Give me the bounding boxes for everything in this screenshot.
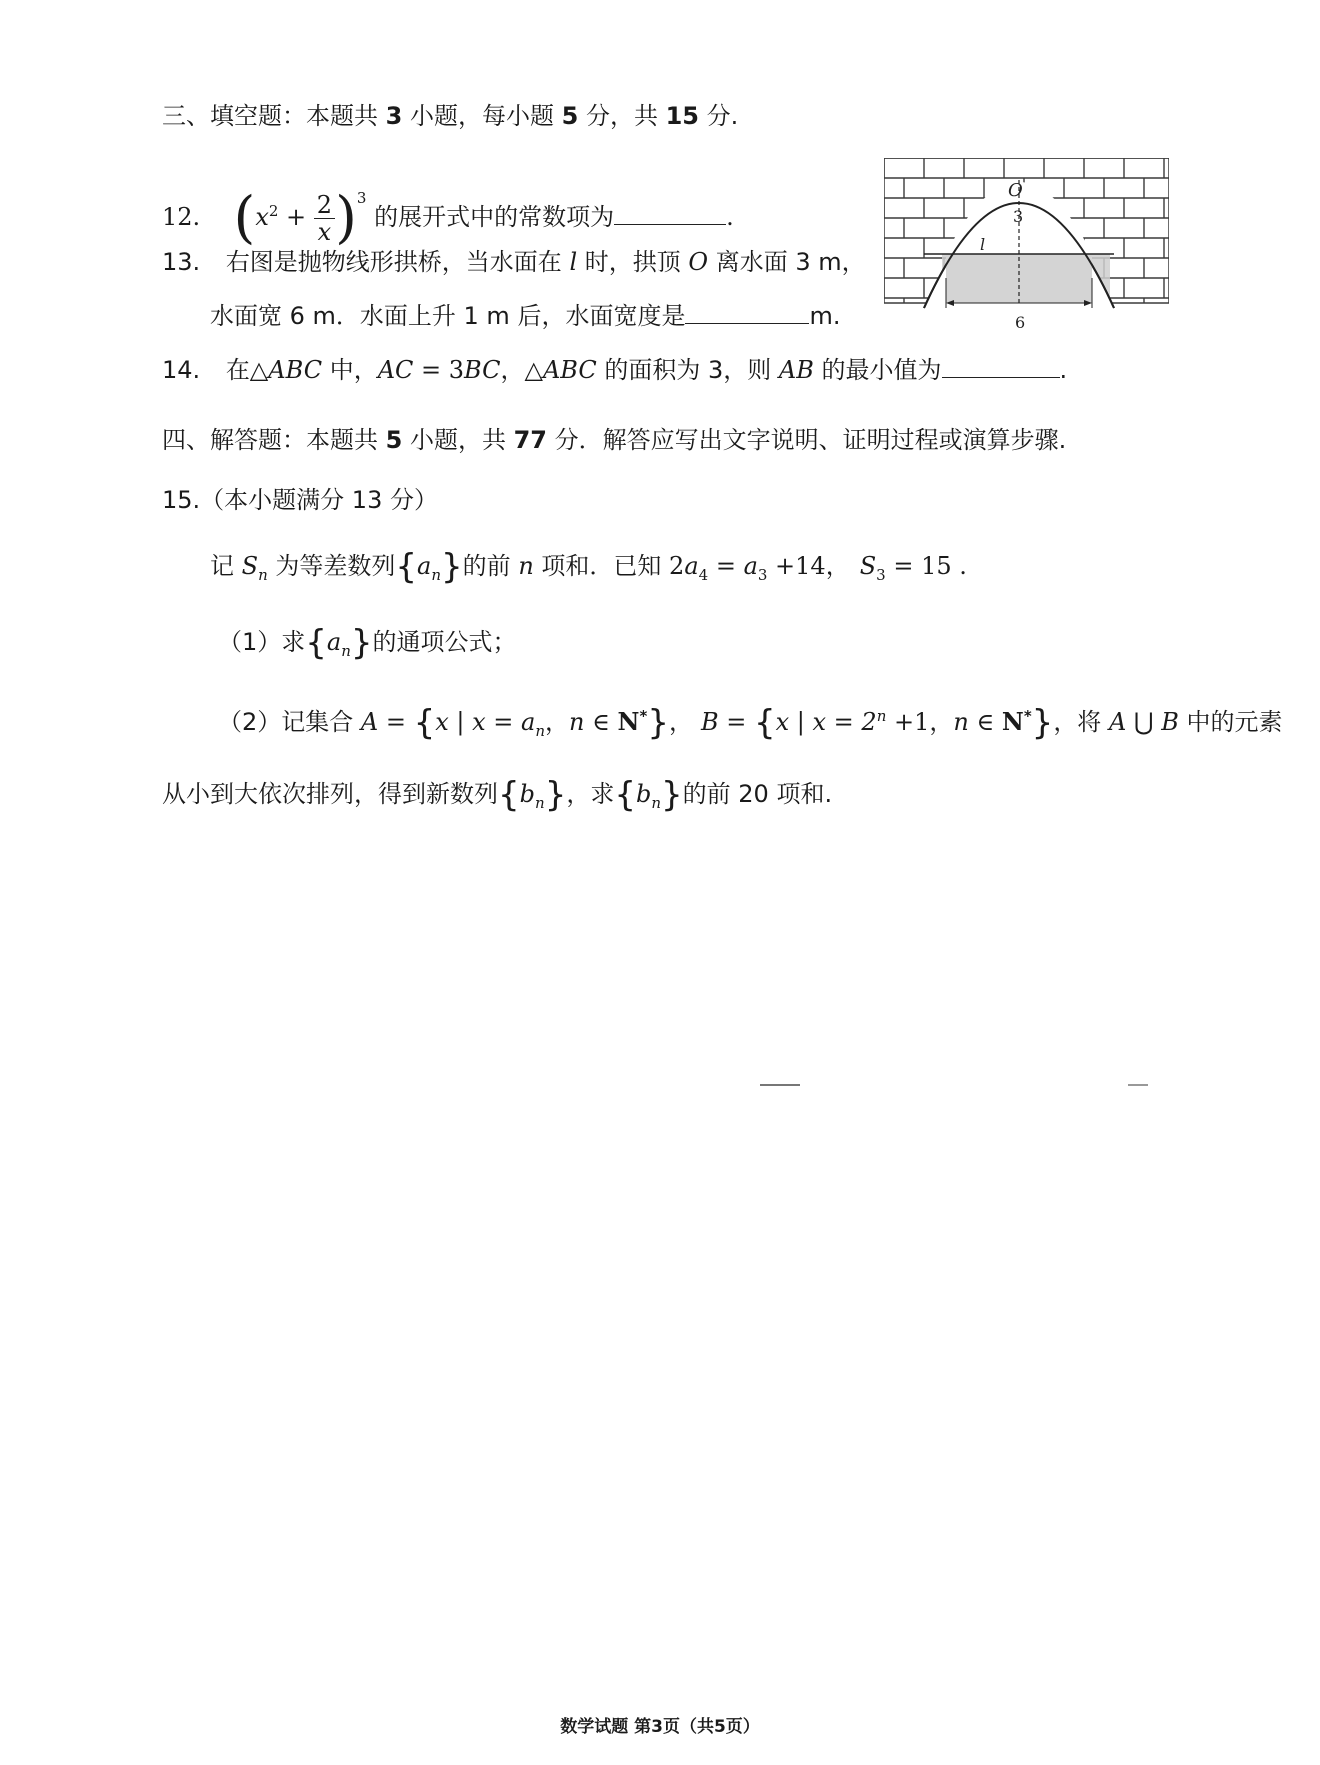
var-n: n <box>953 708 969 736</box>
set-b: B <box>700 708 719 736</box>
heading-text: 分，共 <box>578 102 666 130</box>
last-line-text: ，求 <box>566 780 615 808</box>
sup-n: n <box>876 707 887 725</box>
element-of: ∈ <box>584 708 618 736</box>
sub-n: n <box>535 721 546 740</box>
sub-3: 3 <box>876 565 886 584</box>
comma: ， <box>545 708 570 736</box>
q12-outer-exponent: 3 <box>356 189 367 207</box>
comma: ， <box>668 708 693 736</box>
triangle-abc: ABC <box>542 356 597 384</box>
q15-text: 为等差数列 <box>267 552 396 580</box>
left-brace: { <box>305 623 327 663</box>
sub-n: n <box>341 641 351 660</box>
q12-text: 的展开式中的常数项为 <box>374 203 615 231</box>
question-number: 12. <box>162 203 201 231</box>
sub-4: 4 <box>698 565 709 584</box>
right-brace: } <box>661 775 683 815</box>
question-number: 14. <box>162 356 201 384</box>
set-a: A <box>360 708 379 736</box>
scan-mark <box>1128 1084 1148 1086</box>
seg-ab: AB <box>778 356 814 384</box>
heading-text: 四、解答题：本题共 <box>162 426 386 454</box>
eq-sign: = <box>708 552 744 580</box>
left-brace: { <box>413 703 436 743</box>
heading-text: 三、填空题：本题共 <box>162 102 386 130</box>
question-15-header <box>162 484 438 516</box>
right-brace: } <box>441 547 463 587</box>
right-brace: } <box>1031 703 1054 743</box>
heading-text: 分. <box>698 102 739 130</box>
question-15-last-line <box>162 775 833 819</box>
answer-blank <box>614 202 726 225</box>
question-12 <box>162 168 734 251</box>
question-15-stem <box>210 547 967 591</box>
left-brace: { <box>753 703 776 743</box>
heading-text: 小题，共 <box>402 426 514 454</box>
q13-unit: m. <box>809 302 841 330</box>
heading-text: 小题，每小题 <box>402 102 562 130</box>
sub-n: n <box>535 793 545 812</box>
period: . <box>1059 356 1068 384</box>
set-b-body: x | x = 2 <box>775 708 877 736</box>
set-b: B <box>1161 708 1179 736</box>
var-n: n <box>569 708 585 736</box>
fraction-denominator: x <box>317 218 332 246</box>
q15-header-text: 15.（本小题满分 13 分） <box>162 486 438 514</box>
union-symbol: ⋃ <box>1126 708 1162 736</box>
seg-ac: AC <box>377 356 414 384</box>
triangle-abc: ABC <box>268 356 323 384</box>
label-3: 3 <box>1013 207 1024 226</box>
cond-tail: +14， <box>767 552 850 580</box>
q15-text: 项和．已知 <box>533 552 670 580</box>
var-a: a <box>684 552 699 580</box>
part2-text: 中的元素 <box>1178 708 1283 736</box>
scan-mark <box>760 1084 800 1086</box>
fraction-numerator: 2 <box>314 192 335 219</box>
set-a-body: x | x = <box>435 708 522 736</box>
page-footer: 数学试题 第3页（共5页） <box>560 1717 760 1737</box>
sub-n: n <box>258 565 268 584</box>
question-13-line1 <box>162 246 866 278</box>
q14-text: 在△ <box>225 356 269 384</box>
q15-text: 的前 <box>462 552 519 580</box>
cond2-tail: = 15 . <box>885 552 967 580</box>
q12-x: x <box>255 203 269 231</box>
section3-heading <box>162 100 738 132</box>
last-line-text: 从小到大依次排列，得到新数列 <box>162 780 498 808</box>
last-line-text: 的前 20 项和. <box>682 780 833 808</box>
cond-coef: 2 <box>669 552 685 580</box>
var-s: S <box>859 552 877 580</box>
var-n: n <box>518 552 534 580</box>
answer-blank <box>942 355 1060 378</box>
question-number: 13. <box>162 248 201 276</box>
right-brace: } <box>647 703 669 743</box>
var-l: l <box>569 248 578 276</box>
left-brace: { <box>395 547 418 587</box>
part2-text: ，将 <box>1053 708 1109 736</box>
left-brace: { <box>614 775 636 815</box>
question-15-part1 <box>218 623 517 667</box>
q14-text: 的面积为 3，则 <box>596 356 779 384</box>
q12-fraction <box>314 192 335 245</box>
part2-label: （2）记集合 <box>218 708 361 736</box>
heading-count: 3 <box>385 102 403 130</box>
var-a: a <box>521 708 536 736</box>
sub-3: 3 <box>757 565 768 584</box>
right-paren: ) <box>335 185 357 251</box>
left-brace: { <box>498 775 520 815</box>
arch-bridge-figure <box>884 158 1169 336</box>
left-paren: ( <box>233 185 256 251</box>
q13-text: 离水面 3 m， <box>708 248 866 276</box>
heading-text: 分．解答应写出文字说明、证明过程或演算步骤. <box>547 426 1067 454</box>
sub-n: n <box>431 565 442 584</box>
var-a: a <box>743 552 758 580</box>
label-6: 6 <box>1015 313 1026 332</box>
heading-total: 15 <box>665 102 699 130</box>
seg-bc: BC <box>464 356 501 384</box>
var-a: a <box>326 628 342 656</box>
question-15-part2 <box>218 700 1283 747</box>
q12-x-exponent: 2 <box>268 202 279 220</box>
var-s: S <box>241 552 259 580</box>
var-b: b <box>519 780 536 808</box>
sub-n: n <box>651 793 662 812</box>
naturals: N <box>617 707 640 736</box>
q12-plus: + <box>278 203 314 231</box>
q14-eq: = 3 <box>413 356 465 384</box>
part1-text: 的通项公式； <box>372 628 517 656</box>
part1-label: （1）求 <box>218 628 306 656</box>
period: . <box>726 203 734 231</box>
heading-points: 5 <box>561 102 579 130</box>
heading-count: 5 <box>385 426 403 454</box>
question-14 <box>162 354 1067 386</box>
eq-sign: = <box>718 708 754 736</box>
answer-blank <box>685 301 809 324</box>
star: * <box>639 707 648 725</box>
eq-sign: = <box>378 708 414 736</box>
right-brace: } <box>544 775 567 815</box>
right-brace: } <box>350 623 373 663</box>
var-b: b <box>635 780 652 808</box>
label-l: l <box>980 235 986 254</box>
q13-text: 时，拱顶 <box>577 248 689 276</box>
naturals: N <box>1001 707 1024 736</box>
star: * <box>1023 707 1032 725</box>
element-of: ∈ <box>968 708 1002 736</box>
q14-text: 中， <box>322 356 378 384</box>
set-b-plus: +1， <box>886 708 954 736</box>
question-13-line2 <box>210 300 840 332</box>
set-a: A <box>1108 708 1127 736</box>
var-o: O <box>688 248 709 276</box>
heading-total: 77 <box>513 426 548 454</box>
q13-text: 水面宽 6 m．水面上升 1 m 后，水面宽度是 <box>210 302 686 330</box>
section4-heading <box>162 424 1066 456</box>
q14-text: 的最小值为 <box>813 356 942 384</box>
q13-text: 右图是抛物线形拱桥，当水面在 <box>225 248 570 276</box>
q14-text: ，△ <box>500 356 543 384</box>
label-o: O <box>1008 180 1023 201</box>
q15-text: 记 <box>210 552 242 580</box>
var-a: a <box>417 552 432 580</box>
